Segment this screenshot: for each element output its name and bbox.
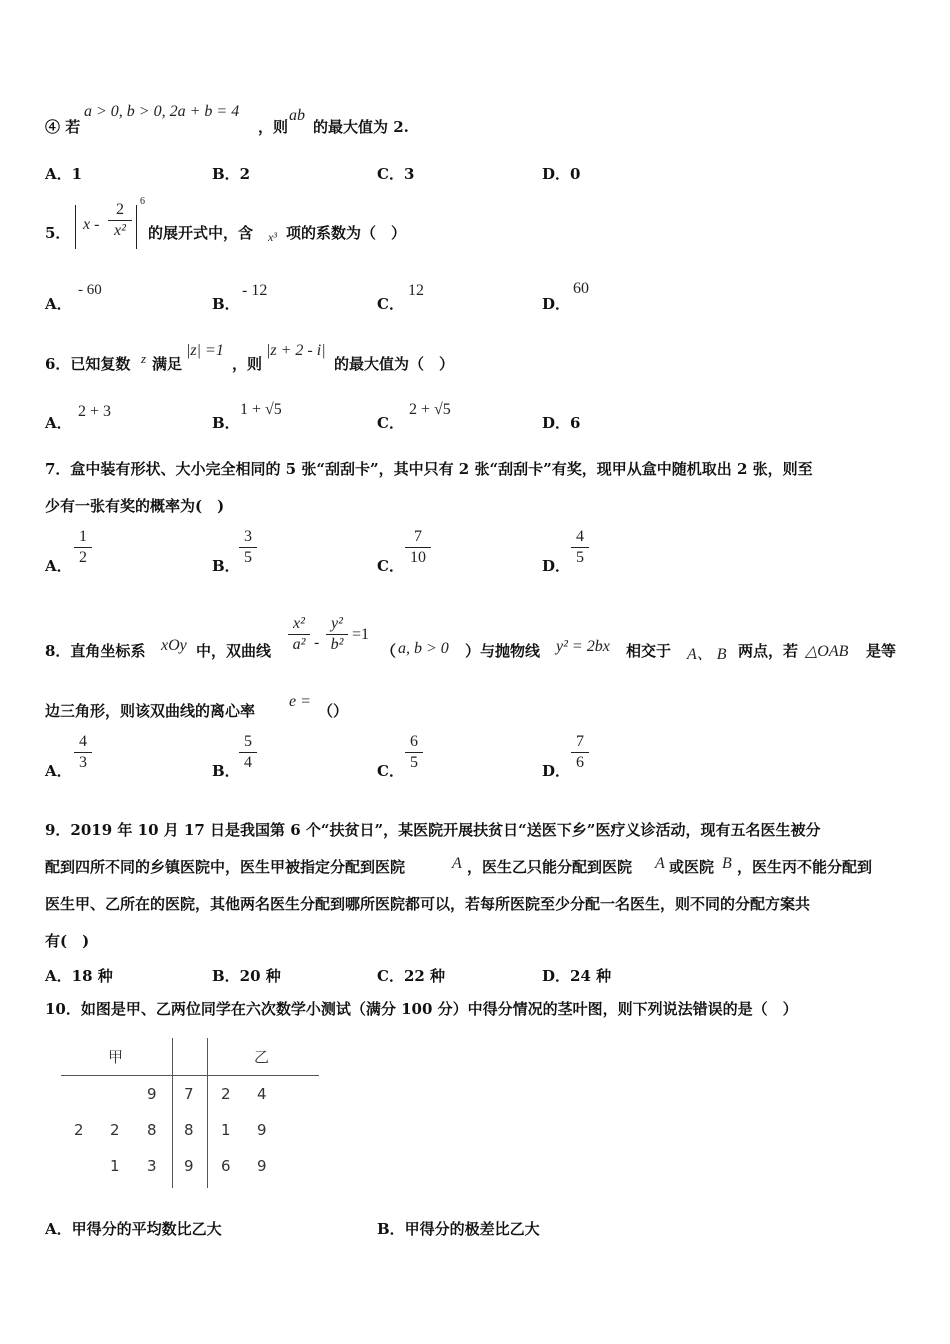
q8-line2-tail: （）	[318, 702, 349, 720]
q7-choice-d-frac	[571, 527, 589, 568]
q7-choice-a-frac	[74, 527, 92, 568]
q7-line2: 少有一张有奖的概率为( )	[45, 497, 225, 515]
q8-coord: xOy	[161, 637, 187, 654]
q9-line4: 有( )	[45, 932, 90, 950]
q8-choice-b-frac	[239, 732, 257, 773]
q8-parabola: y² = 2bx	[556, 638, 610, 655]
q7-b-den: 5	[244, 549, 252, 566]
q7-a-num: 1	[74, 527, 92, 548]
item4-expr: ab	[289, 107, 305, 124]
q8-frac-x	[288, 614, 310, 655]
stem: 8	[184, 1121, 194, 1139]
leaf-left: 8	[147, 1121, 157, 1139]
leaf-right: 1	[221, 1121, 231, 1139]
q5-frac-num: 2	[108, 200, 132, 221]
q6-expr: |z + 2 - i|	[266, 342, 326, 359]
q5-choice-a-label: A．	[45, 295, 72, 313]
leaf-left: 3	[147, 1157, 157, 1175]
q8-t4: 两点，若	[738, 642, 799, 660]
q8-cond: a, b > 0	[398, 640, 449, 657]
q8-b-num: 5	[239, 732, 257, 753]
q6-text1: 满足	[152, 355, 183, 373]
leaf-right: 9	[257, 1121, 267, 1139]
q7-line1: 7．盒中装有形状、大小完全相同的 5 张“刮刮卡”，其中只有 2 张“刮刮卡”有奖，现甲从盒中随机取出 2 张，则至	[45, 460, 813, 478]
leaf-right: 4	[257, 1085, 267, 1103]
q9-line1: 9．2019 年 10 月 17 日是我国第 6 个“扶贫日”，某医院开展扶贫日“送医下乡”医疗义诊活动，现有五名医生被分	[45, 821, 821, 839]
leaf-right: 2	[221, 1085, 231, 1103]
q8-choice-d-frac	[571, 732, 589, 773]
stem: 7	[184, 1085, 194, 1103]
item4-suffix: 的最大值为 2.	[313, 118, 409, 136]
q5-number: 5．	[45, 224, 71, 242]
q8-choice-c-label: C．	[377, 762, 404, 780]
q8-choice-a-frac	[74, 732, 92, 773]
stem: 9	[184, 1157, 194, 1175]
q6-number: 6．已知复数	[45, 355, 131, 373]
q5-power: 6	[140, 196, 145, 207]
q8-f2-den: b²	[330, 636, 344, 653]
q9-line2d: ，医生丙不能分配到	[737, 858, 873, 876]
q8-choice-a-label: A．	[45, 762, 72, 780]
q7-c-num: 7	[405, 527, 431, 548]
q5-choice-d-value: 60	[573, 280, 589, 297]
q8-e: e =	[289, 693, 311, 710]
q6-choice-b-value: 1 + √5	[240, 401, 282, 418]
q9-line2b: ，医生乙只能分配到医院	[467, 858, 633, 876]
q10-choice-a: A．甲得分的平均数比乙大	[45, 1220, 222, 1238]
q6-choice-a-value: 2 + 3	[78, 403, 112, 420]
stem-leaf-left-header: 甲	[108, 1048, 124, 1066]
stem-leaf-vline-right	[207, 1038, 208, 1188]
q6-choice-b-label: B．	[212, 414, 240, 432]
q9-hospital-b: B	[722, 855, 732, 872]
q5-choice-c-value: 12	[408, 282, 424, 299]
q8-t2: ）与抛物线	[465, 642, 541, 660]
q7-c-den: 10	[410, 549, 426, 566]
q5-term: x³	[268, 230, 277, 244]
q6-choice-c-value: 2 + √5	[409, 401, 451, 418]
q8-choice-c-frac	[405, 732, 423, 773]
leaf-left: 2	[74, 1121, 84, 1139]
q8-b-den: 4	[244, 754, 252, 771]
q6-choice-d: D．6	[542, 414, 581, 432]
q8-f1-num: x²	[288, 614, 310, 635]
item4-mid: ，则	[258, 118, 289, 136]
q5-frac-den: x²	[114, 222, 126, 239]
q8-a-den: 3	[79, 754, 87, 771]
q8-paren: （	[381, 642, 397, 660]
item4-choice-a: A．1	[45, 165, 83, 183]
q8-points: A、 B	[687, 646, 727, 663]
item4-choice-c: C．3	[377, 165, 415, 183]
q6-text3: 的最大值为（ ）	[334, 355, 455, 373]
leaf-right: 6	[221, 1157, 231, 1175]
q5-choice-d-label: D．	[542, 295, 571, 313]
q5-tail: 项的系数为（ ）	[286, 224, 407, 242]
q7-choice-c-label: C．	[377, 557, 404, 575]
q9-line2a: 配到四所不同的乡镇医院中，医生甲被指定分配到医院	[45, 858, 406, 876]
leaf-left: 1	[110, 1157, 120, 1175]
q5-paren-right	[136, 205, 137, 249]
item4-choice-d: D．0	[542, 165, 581, 183]
q7-choice-d-label: D．	[542, 557, 571, 575]
q9-line3: 医生甲、乙所在的医院，其他两名医生分配到哪所医院都可以，若每所医院至少分配一名医生，则不同的分配方案共	[45, 895, 811, 913]
q8-d-num: 7	[571, 732, 589, 753]
q9-hospital-a2: A	[655, 855, 665, 872]
q8-t1: 中，双曲线	[196, 642, 272, 660]
q8-t5: 是等	[866, 642, 897, 660]
q7-choice-b-label: B．	[212, 557, 240, 575]
q5-text: 的展开式中，含	[148, 224, 254, 242]
q9-choice-a: A．18 种	[45, 967, 113, 985]
q6-cond: |z| =1	[186, 342, 224, 359]
q7-choice-a-label: A．	[45, 557, 72, 575]
q8-choice-d-label: D．	[542, 762, 571, 780]
q9-hospital-a: A	[452, 855, 462, 872]
q10-choice-b: B．甲得分的极差比乙大	[377, 1220, 540, 1238]
leaf-left: 9	[147, 1085, 157, 1103]
stem-leaf-hline	[61, 1075, 319, 1076]
q9-choice-b: B．20 种	[212, 967, 281, 985]
q6-var: z	[141, 351, 147, 366]
q5-choice-c-label: C．	[377, 295, 404, 313]
q7-b-num: 3	[239, 527, 257, 548]
q10-line1: 10．如图是甲、乙两位同学在六次数学小测试（满分 100 分）中得分情况的茎叶图，则下列说法错误的是（ ）	[45, 1000, 798, 1018]
q5-choice-b-value: - 12	[242, 282, 268, 299]
q8-eq: =1	[352, 626, 370, 643]
q8-number: 8．直角坐标系	[45, 642, 146, 660]
q7-d-den: 5	[576, 549, 584, 566]
item4-choice-b: B．2	[212, 165, 251, 183]
q8-c-num: 6	[405, 732, 423, 753]
q8-minus: -	[314, 634, 320, 651]
q8-frac-y	[326, 614, 348, 655]
q5-paren-left	[75, 205, 76, 249]
q6-choice-a-label: A．	[45, 414, 72, 432]
q9-choice-c: C．22 种	[377, 967, 446, 985]
q7-choice-c-frac	[405, 527, 431, 568]
q8-triangle: △OAB	[805, 643, 849, 660]
q8-t3: 相交于	[626, 642, 672, 660]
q6-choice-c-label: C．	[377, 414, 404, 432]
q7-a-den: 2	[79, 549, 87, 566]
q5-choice-a-value: - 60	[78, 282, 102, 298]
item4-condition: a > 0, b > 0, 2a + b = 4	[84, 103, 240, 120]
stem-leaf-right-header: 乙	[254, 1048, 270, 1066]
q5-fraction	[108, 200, 132, 241]
q8-f2-num: y²	[326, 614, 348, 635]
q8-a-num: 4	[74, 732, 92, 753]
q9-line2c: 或医院	[669, 858, 715, 876]
stem-leaf-vline-left	[172, 1038, 173, 1188]
q5-choice-b-label: B．	[212, 295, 240, 313]
q7-d-num: 4	[571, 527, 589, 548]
q8-line2: 边三角形，则该双曲线的离心率	[45, 702, 256, 720]
q7-choice-b-frac	[239, 527, 257, 568]
item4-prefix: ④ 若	[45, 118, 81, 136]
leaf-left: 2	[110, 1121, 120, 1139]
q6-text2: ，则	[232, 355, 263, 373]
q5-base: x -	[83, 216, 100, 233]
q8-c-den: 5	[410, 754, 418, 771]
q8-f1-den: a²	[292, 636, 306, 653]
q8-d-den: 6	[576, 754, 584, 771]
q8-choice-b-label: B．	[212, 762, 240, 780]
leaf-right: 9	[257, 1157, 267, 1175]
q9-choice-d: D．24 种	[542, 967, 612, 985]
